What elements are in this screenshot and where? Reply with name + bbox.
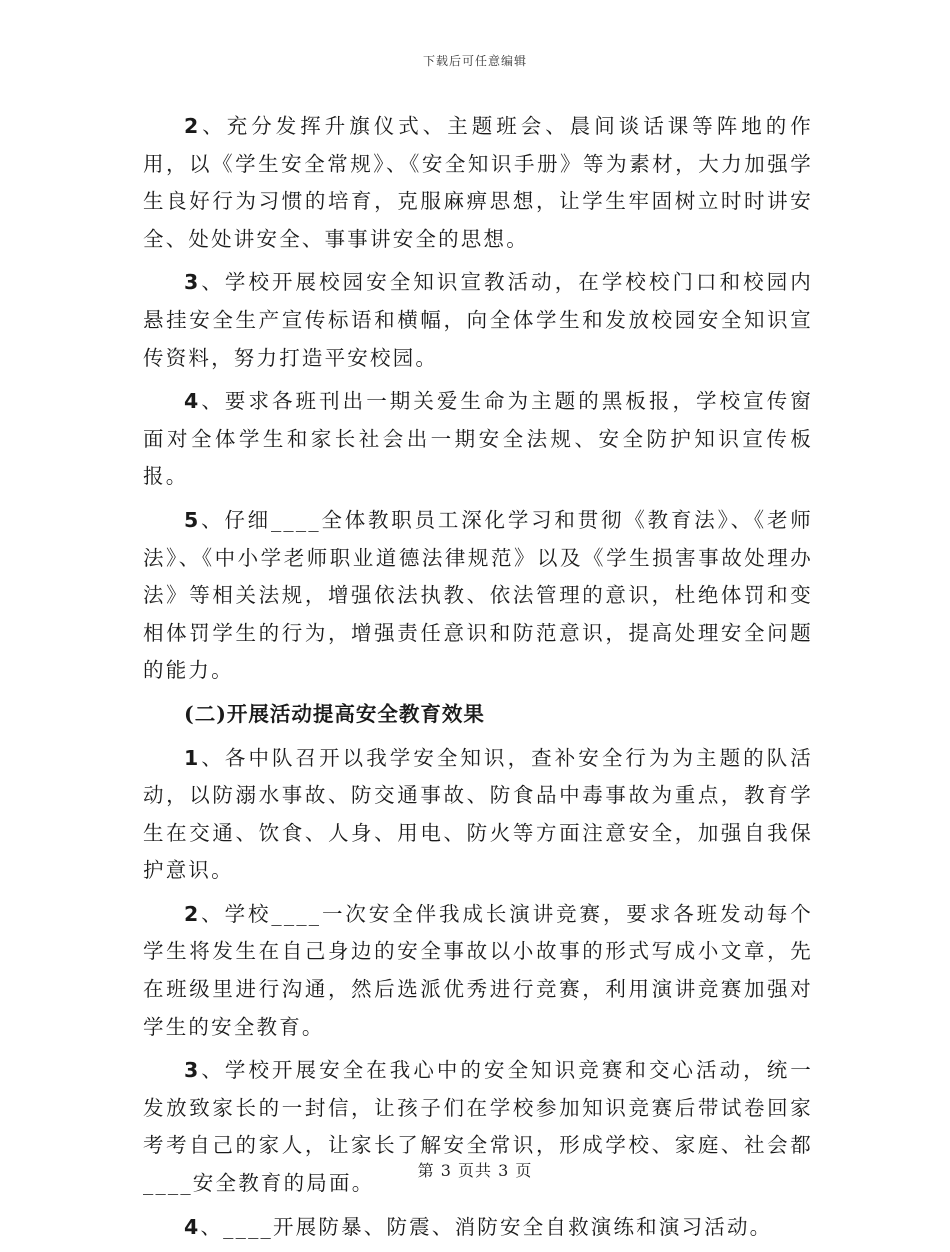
section-paragraph-item-1: [143, 740, 813, 890]
item-number: 4: [184, 389, 201, 414]
item-number: 2: [184, 114, 201, 138]
document-body: [143, 108, 813, 1252]
paragraph-item-5: [143, 502, 813, 690]
paragraph-text: 、充分发挥升旗仪式、主题班会、晨间谈话课等阵地的作用，以《学生安全常规》、《安全知识手册》等为素材，大力加强学生良好行为习惯的培育，克服麻痹思想，让学生牢固树立时时讲安全、处处讲安全、事事讲安全的思想。: [143, 114, 813, 251]
paragraph-text: 、仔细____全体教职员工深化学习和贯彻《教育法》、《老师法》、《中小学老师职业道德法律规范》以及《学生损害事故处理办法》等相关法规，增强依法执教、依法管理的意识，杜绝体罚和变相体罚学生的行为，增强责任意识和防范意识，提高处理安全问题的能力。: [143, 507, 813, 683]
section-paragraph-item-2: [143, 896, 813, 1046]
item-number: 1: [184, 745, 201, 770]
paragraph-item-3: [143, 264, 813, 377]
item-number: 4: [184, 1214, 201, 1239]
paragraph-item-2: [143, 108, 813, 258]
item-number: 2: [184, 901, 201, 926]
paragraph-text: 、要求各班刊出一期关爱生命为主题的黑板报，学校宣传窗面对全体学生和家长社会出一期安全法规、安全防护知识宣传板报。: [143, 389, 813, 489]
item-number: 5: [184, 507, 201, 532]
item-number: 3: [184, 270, 201, 295]
paragraph-text: 、学校开展校园安全知识宣教活动，在学校校门口和校园内悬挂安全生产宣传标语和横幅，向全体学生和发放校园安全知识宣传资料，努力打造平安校园。: [143, 270, 813, 370]
paragraph-text: 、各中队召开以我学安全知识，查补安全行为为主题的队活动，以防溺水事故、防交通事故、防食品中毒事故为重点，教育学生在交通、饮食、人身、用电、防火等方面注意安全，加强自我保护意识。: [143, 745, 813, 883]
paragraph-text: 、____开展防暴、防震、消防安全自救演练和演习活动。: [200, 1214, 773, 1239]
paragraph-text: 、学校____一次安全伴我成长演讲竞赛，要求各班发动每个学生将发生在自己身边的安全事故以小故事的形式写成小文章，先在班级里进行沟通，然后选派优秀进行竞赛，利用演讲竞赛加强对学生的安全教育。: [143, 901, 813, 1039]
page-footer: 第 3 页共 3 页: [417, 1161, 533, 1180]
paragraph-text: 、学校开展安全在我心中的安全知识竞赛和交心活动，统一发放致家长的一封信，让孩子们在学校参加知识竞赛后带试卷回家考考自己的家人，让家长了解安全常识，形成学校、家庭、社会都____安全教育的局面。: [143, 1058, 813, 1196]
section-heading: (二)开展活动提高安全教育效果: [184, 701, 485, 726]
section-paragraph-item-4: [143, 1209, 813, 1247]
page-header: 下载后可任意编辑: [422, 54, 527, 68]
paragraph-item-4: [143, 383, 813, 496]
item-number: 3: [184, 1058, 201, 1083]
